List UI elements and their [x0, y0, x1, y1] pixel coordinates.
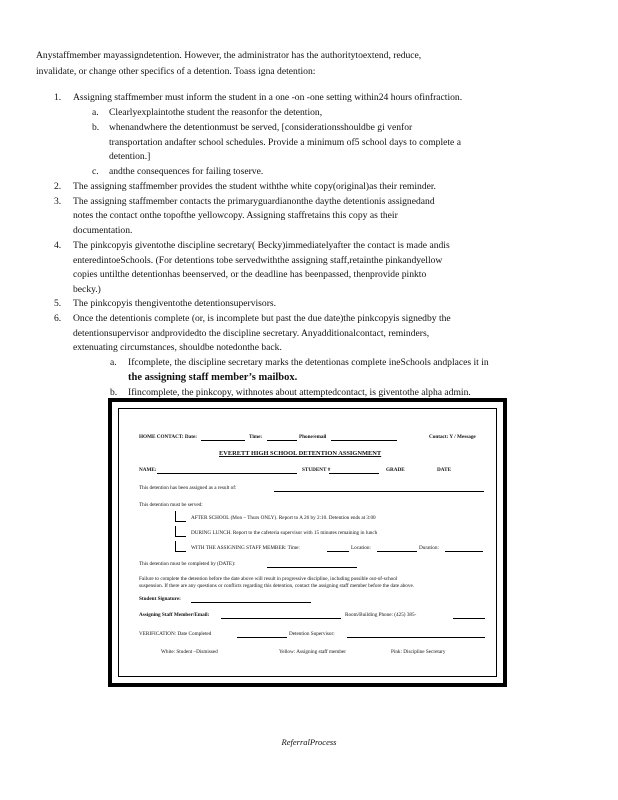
form-assigned-result: This detention has been assigned as a result of: [139, 485, 237, 491]
form-underline [267, 440, 297, 441]
page-footer: ReferralProcess [281, 737, 337, 747]
sub-line: whenandwhere the detentionmust be served, [considerationsshouldbe gi venfor [109, 122, 413, 133]
sub-label: b. [110, 387, 118, 398]
step-line: extenuating circumstances, shouldbe notedonthe back. [73, 342, 282, 353]
step-line: enteredintoeSchools. (For detentions tobe servedwiththe assigning staff,retainthe pinkandyellow [73, 255, 443, 266]
intro-line-1: Anystaffmember mayassigndetention. However, the administrator has the authoritytoextend, reduce, [36, 50, 422, 61]
form-underline [274, 491, 484, 492]
step-line: copies untilthe detentionhas beenserved, or the deadline has beenpassed, thenprovide pinkto [73, 269, 427, 280]
form-student-no: STUDENT # [302, 467, 331, 473]
form-title: EVERETT HIGH SCHOOL DETENTION ASSIGNMENT [219, 450, 382, 457]
form-student-signature: Student Signature: [139, 596, 181, 602]
step-number: 2. [54, 181, 62, 192]
sub-line: detention.] [109, 151, 151, 162]
form-underline [221, 618, 341, 619]
form-underline [157, 473, 297, 474]
sub-label: a. [110, 357, 117, 368]
sub-line: Ifcomplete, the discipline secretary marks the detentionas complete ineSchools andplaces it in [128, 357, 489, 368]
form-underline [347, 637, 485, 638]
form-name: NAME: [139, 467, 157, 473]
form-option-staff: WITH THE ASSIGNING STAFF MEMBER: Time: [191, 545, 300, 551]
form-staff-email: Assigning Staff Member/Email: [139, 612, 210, 618]
form-phone-email: Phone/email [299, 434, 327, 440]
form-served: This detention must be served: [139, 502, 203, 508]
form-checkbox [175, 541, 186, 552]
sub-label: b. [92, 122, 100, 133]
form-underline [201, 440, 245, 441]
form-underline [327, 551, 349, 552]
form-underline [331, 440, 397, 441]
form-warning-2: suspension. If there are any questions or conflicts regarding this detention, contact the assigning staff member before the date above. [139, 583, 415, 589]
sub-line: Ifincomplete, the pinkcopy, withnotes about attemptedcontact, is giventothe alpha admin. [128, 387, 471, 398]
form-contact-method: Contact: Y / Message [429, 434, 476, 440]
form-copy-pink: Pink: Discipline Secretary [391, 649, 446, 655]
form-location: Location: [351, 545, 371, 551]
form-underline [191, 602, 311, 603]
sub-line: transportation andafter school schedules. Provide a minimum of5 school days to complete a [109, 137, 461, 148]
form-room-ext: Room/Building Phone: (425) 385- [345, 612, 417, 618]
form-checkbox [175, 511, 186, 522]
form-supervisor: Detention Supervisor: [289, 631, 335, 637]
form-underline [445, 551, 483, 552]
step-line: notes the contact onthe topofthe yellowcopy. Assigning staffretains this copy as their [73, 210, 398, 221]
form-border [118, 408, 497, 677]
form-underline [267, 567, 357, 568]
step-line: The pinkcopyis giventothe discipline secretary( Becky)immediatelyafter the contact is made andis [73, 240, 450, 251]
form-copy-yellow: Yellow: Assigning staff member [279, 649, 346, 655]
sub-line-bold: the assigning staff member’s mailbox. [128, 372, 298, 383]
sub-label: c. [92, 166, 99, 177]
step-number: 3. [54, 196, 62, 207]
form-warning-1: Failure to complete the detention before the date above will result in progressive discipline, including possible out-of-school [139, 576, 398, 582]
intro-line-2: invalidate, or change other specifics of a detention. Toass igna detention: [36, 66, 316, 77]
form-verification: VERIFICATION: Date Completed [139, 631, 212, 637]
step-number: 4. [54, 240, 62, 251]
form-completed-by: This detention must be completed by (DATE): [139, 561, 236, 567]
form-underline [237, 637, 287, 638]
sub-line: Clearlyexplaintothe student the reasonfor the detention, [109, 107, 323, 118]
step-line: Once the detentionis complete (or, is incomplete but past the due date)the pinkcopyis signedby the [73, 313, 451, 324]
step-line: detentionsupervisor andprovidedto the discipline secretary. Anyadditionalcontact, reminders, [73, 328, 430, 339]
step-line: The assigning staffmember provides the student withthe white copy(original)as their reminder. [73, 181, 436, 192]
form-grade: GRADE [386, 467, 405, 473]
form-option-after-school: AFTER SCHOOL (Mon – Thurs ONLY). Report to A 26 by 2:10. Detention ends at 3:00 [191, 515, 376, 521]
step-line: documentation. [73, 225, 133, 236]
form-underline [329, 473, 379, 474]
step-number: 1. [54, 92, 62, 103]
form-copy-white: White: Student –Dismissed [161, 649, 218, 655]
step-number: 5. [54, 298, 62, 309]
detention-form-image [108, 398, 507, 687]
step-line: Assigning staffmember must inform the student in a one -on -one setting within24 hours ofinfraction. [73, 92, 463, 103]
sub-label: a. [92, 107, 99, 118]
step-line: The pinkcopyis thengiventothe detentionsupervisors. [73, 298, 277, 309]
form-underline [453, 618, 485, 619]
form-time: Time: [249, 434, 263, 440]
form-option-lunch: DURING LUNCH. Report to the cafeteria supervisor with 15 minutes remaining in lunch [191, 530, 378, 536]
form-duration: Duration: [419, 545, 439, 551]
step-number: 6. [54, 313, 62, 324]
form-checkbox [175, 526, 186, 537]
form-date: DATE [437, 467, 452, 473]
sub-line: andthe consequences for failing toserve. [109, 166, 264, 177]
step-line: The assigning staffmember contacts the primaryguardianonthe daythe detentionis assignedand [73, 196, 435, 207]
step-line: becky.) [73, 284, 101, 295]
form-home-contact: HOME CONTACT: Date: [139, 434, 198, 440]
form-underline [377, 551, 417, 552]
